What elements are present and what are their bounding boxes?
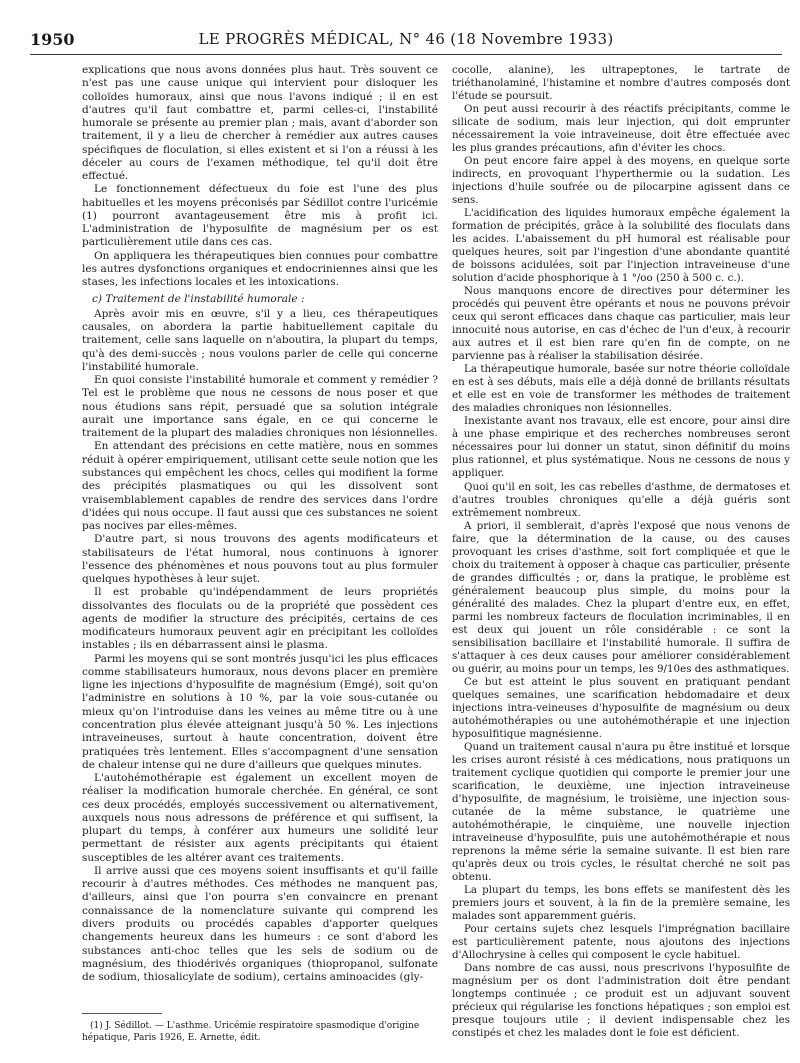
footnote-text: (1) J. Sédillot. — L'asthme. Uricémie respiratoire spasmodique d'origine hépatique, Paris 1926, E. Arnette, édit.: [82, 1021, 420, 1043]
footnote: [82, 1020, 438, 1044]
paragraph: L'autohémothérapie est également un excellent moyen de réaliser la modification humorale cherchée. En général, ce sont ces deux procédés, employés successivement ou alternativement, auxquels nous nous adressons de préférence et qui suffisent, la plupart du temps, à conférer aux humeurs une solidité leur permettant de résister aux agents précipitants qui étaient susceptibles de les altérer avant ces traitements.: [82, 772, 438, 864]
paragraph: Parmi les moyens qui se sont montrés jusqu'ici les plus efficaces comme stabilisateurs humoraux, nous devons placer en première ligne les injections d'hyposulfite de magnésium (Emgé), soit qu'on l'administre en solutions à 10 %, par la voie sous-cutanée ou mieux qu'on l'introduise dans les veines au même titre ou à une concentration plus élevée atteignant jusqu'à 50 %. Les injections intraveineuses, surtout à haute concentration, doivent être pratiquées très lentement. Elles s'accompagnent d'une sensation de chaleur intense qui ne dure d'ailleurs que quelques minutes.: [82, 652, 438, 771]
left-column: [82, 64, 438, 984]
section-heading: c) Traitement de l'instabilité humorale :: [92, 292, 305, 305]
paragraph: La thérapeutique humorale, basée sur notre théorie colloïdale en est à ses débuts, mais elle a déjà donné de brillants résultats et elle est en voie de transformer les méthodes de traitement des maladies chroniques non lésionnelles.: [452, 363, 790, 415]
paragraph: D'autre part, si nous trouvons des agents modificateurs et stabilisateurs de l'état humoral, nous continuons à ignorer l'essence des phénomènes et nous pouvons tout au plus formuler quelques hypothèses à leur sujet.: [82, 533, 438, 586]
paragraph: On peut aussi recourir à des réactifs précipitants, comme le silicate de sodium, mais leur injection, qui doit emprunter nécessairement la voie intraveineuse, doit être effectuée avec les plus grandes précautions, afin d'éviter les chocs.: [452, 103, 790, 155]
paragraph: explications que nous avons données plus haut. Très souvent ce n'est pas une cause unique qui intervient pour disloquer les colloïdes humoraux, ainsi que nous l'avons indiqué ; il en est d'autres qu'il faut combattre et, parmi celles-ci, l'instabilité humorale se présente au premier plan ; mais, avant d'aborder son traitement, il y a lieu de chercher à remédier aux autres causes spécifiques de floculation, si elles existent et si l'on a réussi à les déceler au cours de l'examen méthodique, tel qu'il doit être effectué.: [82, 64, 438, 183]
paragraph: Il arrive aussi que ces moyens soient insuffisants et qu'il faille recourir à d'autres méthodes. Ces méthodes ne manquent pas, d'ailleurs, ainsi que l'on pourra s'en convaincre en prenant connaissance de la nomenclature suivante qui comprend les divers produits ou procédés capables d'apporter quelques changements heureux dans les humeurs : ce sont d'abord les substances anti-choc telles que les sels de sodium ou de magnésium, des thiodérivés organiques (thiopropanol, sulfonate de sodium, thiosalicylate de sodium), certains aminoacides (gly-: [82, 864, 438, 984]
paragraph: Ce but est atteint le plus souvent en pratiquant pendant quelques semaines, une scarification hebdomadaire et deux injections intra-veineuses d'hyposulfite de magnésium ou deux autohémothérapies ou une autohémothérapie et une injection hyposulfitique magnésienne.: [452, 675, 790, 740]
header-rule: [30, 54, 782, 55]
paragraph: En quoi consiste l'instabilité humorale et comment y remédier ? Tel est le problème que nous ne cessons de nous poser et que nous étudions sans répit, persuadé que sa solution intégrale aurait une importance sans égale, en ce qui concerne le traitement de la plupart des maladies chroniques non lésionnelles.: [82, 374, 438, 440]
paragraph: Inexistante avant nos travaux, elle est encore, pour ainsi dire à une phase empirique et des recherches nombreuses seront nécessaires pour lui donner un statut, sinon définitif du moins plus rationnel, et plus systématique. Nous ne cessons de nous y appliquer.: [452, 415, 790, 480]
paragraph: Quand un traitement causal n'aura pu être institué et lorsque les crises auront résisté à ces médications, nous pratiquons un traitement cyclique quotidien qui comporte le premier jour une scarification, le deuxième, une injection intraveineuse d'hyposulfite, de magnésium, le troisième, une injection sous-cutanée de la même substance, le quatrième une autohémothérapie, le cinquième, une nouvelle injection intraveineuse d'hyposulfite, puis une autohémothérapie et nous reprenons la même série la semaine suivante. Il est bien rare qu'après deux ou trois cycles, le résultat cherché ne soit pas obtenu.: [452, 740, 790, 883]
paragraph: On appliquera les thérapeutiques bien connues pour combattre les autres dysfonctions organiques et endocriniennes ainsi que les stases, les infections locales et les intoxications.: [82, 249, 438, 289]
paragraph: Pour certains sujets chez lesquels l'imprégnation bacillaire est particulièrement patente, nous ajoutons des injections d'Allochrysine à celles qui composent le cycle habituel.: [452, 923, 790, 962]
paragraph: On peut encore faire appel à des moyens, en quelque sorte indirects, en provoquant l'hyperthermie ou la sudation. Les injections d'huile soufrée ou de pilocarpine agissent dans ce sens.: [452, 155, 790, 207]
paragraph: cocolle, alanine), les ultrapeptones, le tartrate de triéthanolaminé, l'histamine et nombre d'autres composés dont l'étude se poursuit.: [452, 64, 790, 103]
paragraph: Dans nombre de cas aussi, nous prescrivons l'hyposulfite de magnésium per os dont l'administration doit être pendant longtemps continuée ; ce produit est un adjuvant souvent précieux qui régularise les fonctions hépatiques ; son emploi est presque toujours utile ; il devient indispensable chez les constipés et chez les malades dont le foie est déficient.: [452, 962, 790, 1040]
right-column: [452, 64, 790, 1040]
paragraph: Le fonctionnement défectueux du foie est l'une des plus habituelles et les moyens préconisés par Sédillot contre l'uricémie (1) pourront avantageusement être mis à profit ici. L'administration de l'hyposulfite de magnésium per os est particulièrement utile dans ces cas.: [82, 183, 438, 249]
paragraph: La plupart du temps, les bons effets se manifestent dès les premiers jours et souvent, à la fin de la première semaine, les malades sont apparemment guéris.: [452, 883, 790, 923]
paragraph: Nous manquons encore de directives pour déterminer les procédés qui peuvent être opérants et nous ne pouvons prévoir ceux qui seront efficaces dans chaque cas particulier, mais leur innocuité nous autorise, en cas d'échec de l'un d'eux, à recourir aux autres et il est bien rare qu'en fin de compte, on ne parvienne pas à réaliser la stabilisation désirée.: [452, 285, 790, 363]
footnote-rule: [82, 1013, 162, 1014]
paragraph: Après avoir mis en œuvre, s'il y a lieu, ces thérapeutiques causales, on abordera la partie habituellement capitale du traitement, celle sans laquelle on n'aboutira, la plupart du temps, qu'à des demi-succès ; nous voulons parler de celle qui concerne l'instabilité humorale.: [82, 307, 438, 373]
page-number: 1950: [30, 30, 75, 49]
paragraph: Il est probable qu'indépendamment de leurs propriétés dissolvantes des floculats ou de la propriété que possèdent ces agents de modifier la structure des précipités, certains de ces modificateurs humoraux peuvent agir en précipitant les colloïdes instables ; ils en débarrassent ainsi le plasma.: [82, 586, 438, 652]
running-head: LE PROGRÈS MÉDICAL, N° 46 (18 Novembre 1933): [198, 30, 614, 48]
paragraph: L'acidification des liquides humoraux empêche également la formation de précipités, grâce à la solubilité des floculats dans les acides. L'abaissement du pH humoral est réalisable pour quelques heures, soit par l'ingestion d'une abondante quantité de boissons acidulées, soit par l'injection intraveineuse d'une solution d'acide phosphorique à 1 °/oo (250 à 500 c. c.).: [452, 207, 790, 285]
paragraph: En attendant des précisions en cette matière, nous en sommes réduit à opérer empiriquement, utilisant cette seule notion que les substances qui empêchent les chocs, celles qui modifient la forme des précipités plasmatiques ou qui les dissolvent sont vraisemblablement capables de rendre des services dans l'ordre d'idées qui nous occupe. Il faut aussi que ces substances ne soient pas nocives par elles-mêmes.: [82, 440, 438, 533]
paragraph: A priori, il semblerait, d'après l'exposé que nous venons de faire, que la détermination de la cause, ou des causes provoquant les crises d'asthme, soit fort compliquée et que le choix du traitement à opposer à chaque cas particulier, présente de grandes difficultés ; or, dans la pratique, le problème est généralement beaucoup plus simple, du moins pour la généralité des malades. Chez la plupart d'entre eux, en effet, parmi les nombreux facteurs de floculation incriminables, il en est deux qui jouent un rôle considérable : ce sont la sensibilisation bacillaire et l'instabilité humorale. Il suffira de s'attaquer à ces deux causes pour améliorer considérablement ou guérir, au moins pour un temps, les 9/10es des asthmatiques.: [452, 519, 791, 675]
paragraph: Quoi qu'il en soit, les cas rebelles d'asthme, de dermatoses et d'autres troubles chroniques qu'elle a déjà guéris sont extrêmement nombreux.: [452, 480, 790, 519]
page-header: [30, 28, 782, 50]
